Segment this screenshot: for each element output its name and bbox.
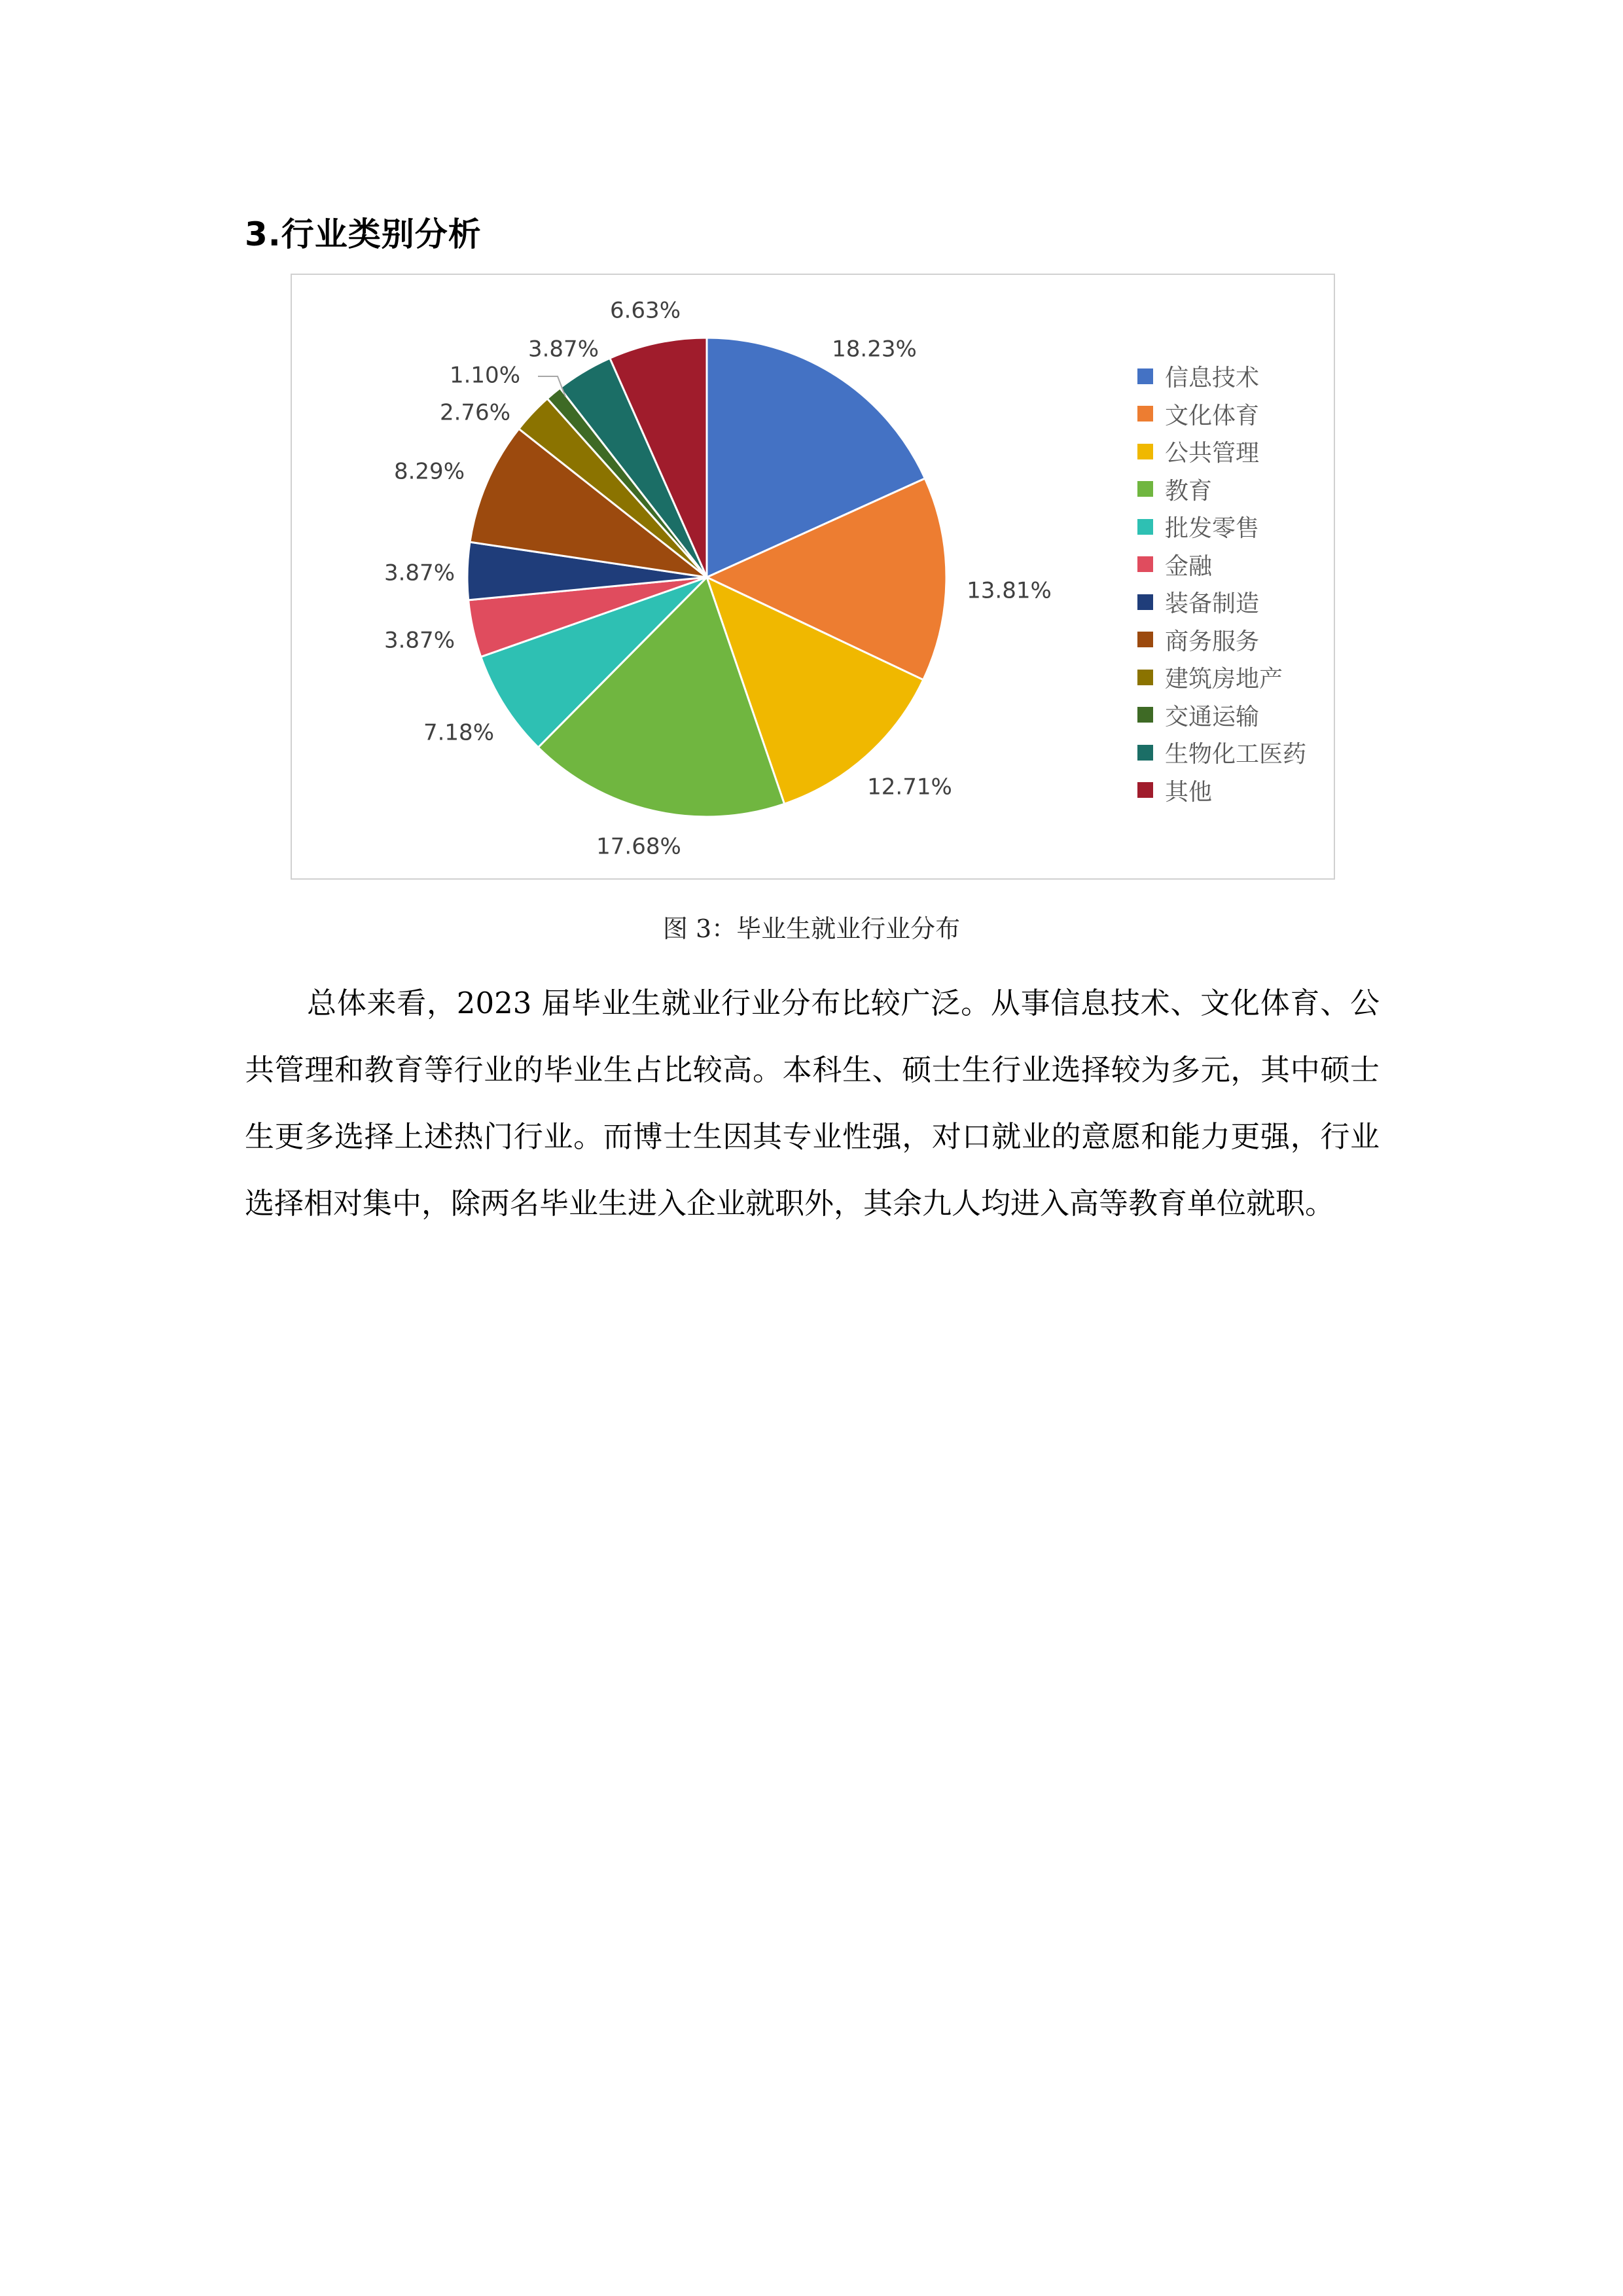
legend-item (1137, 357, 1306, 395)
data-label: 3.87% (527, 336, 599, 363)
legend-swatch (1137, 556, 1153, 572)
legend-item (1137, 772, 1306, 810)
data-label: 6.63% (609, 297, 681, 324)
legend-label: 生物化工医药 (1165, 741, 1307, 768)
data-label: 17.68% (596, 833, 681, 860)
legend-swatch (1137, 594, 1153, 610)
legend-item (1137, 621, 1306, 659)
figure-caption: 图 3：毕业生就业行业分布 (662, 914, 961, 943)
legend-item (1137, 508, 1306, 546)
legend-item (1137, 583, 1306, 621)
data-label: 13.81% (967, 577, 1052, 604)
data-label: 18.23% (832, 336, 917, 363)
legend-swatch (1137, 632, 1153, 647)
legend-label: 商务服务 (1165, 628, 1260, 655)
legend-item (1137, 395, 1306, 433)
legend-swatch (1137, 782, 1153, 798)
data-label: 8.29% (393, 458, 465, 485)
data-label: 7.18% (423, 719, 495, 746)
data-label: 2.76% (439, 399, 511, 426)
chart-legend (1137, 357, 1306, 809)
legend-label: 金融 (1165, 552, 1213, 580)
legend-swatch (1137, 406, 1153, 422)
data-label: 3.87% (383, 560, 455, 586)
legend-swatch (1137, 707, 1153, 723)
legend-swatch (1137, 670, 1153, 685)
legend-label: 教育 (1165, 477, 1213, 505)
legend-item (1137, 734, 1306, 772)
data-label: 12.71% (867, 774, 952, 800)
legend-label: 批发零售 (1165, 515, 1260, 543)
legend-item (1137, 546, 1306, 584)
legend-label: 信息技术 (1165, 365, 1260, 392)
legend-swatch (1137, 519, 1153, 535)
legend-label: 交通运输 (1165, 703, 1260, 730)
section-heading: 3.行业类别分析 (245, 215, 482, 253)
body-paragraph: 总体来看，2023 届毕业生就业行业分布比较广泛。从事信息技术、文化体育、公共管理和教育等行业的毕业生占比较高。本科生、硕士生行业选择较为多元，其中硕士生更多选择上述热门行业。而博士生因其专业性强，对口就业的意愿和能力更强，行业选择相对集中，除两名毕业生进入企业就职外，其余九人均进入高等教育单位就职。 (245, 986, 1380, 1221)
legend-swatch (1137, 745, 1153, 761)
legend-swatch (1137, 444, 1153, 459)
legend-swatch (1137, 481, 1153, 497)
pie-chart (291, 274, 1335, 880)
data-label: 1.10% (449, 362, 521, 389)
legend-label: 装备制造 (1165, 590, 1260, 618)
legend-item (1137, 471, 1306, 509)
legend-item (1137, 433, 1306, 471)
data-label: 3.87% (383, 627, 455, 654)
legend-label: 公共管理 (1165, 440, 1260, 467)
legend-label: 其他 (1165, 778, 1213, 806)
legend-item (1137, 696, 1306, 734)
legend-label: 文化体育 (1165, 402, 1260, 429)
legend-item (1137, 658, 1306, 696)
legend-swatch (1137, 368, 1153, 384)
legend-label: 建筑房地产 (1165, 666, 1283, 693)
